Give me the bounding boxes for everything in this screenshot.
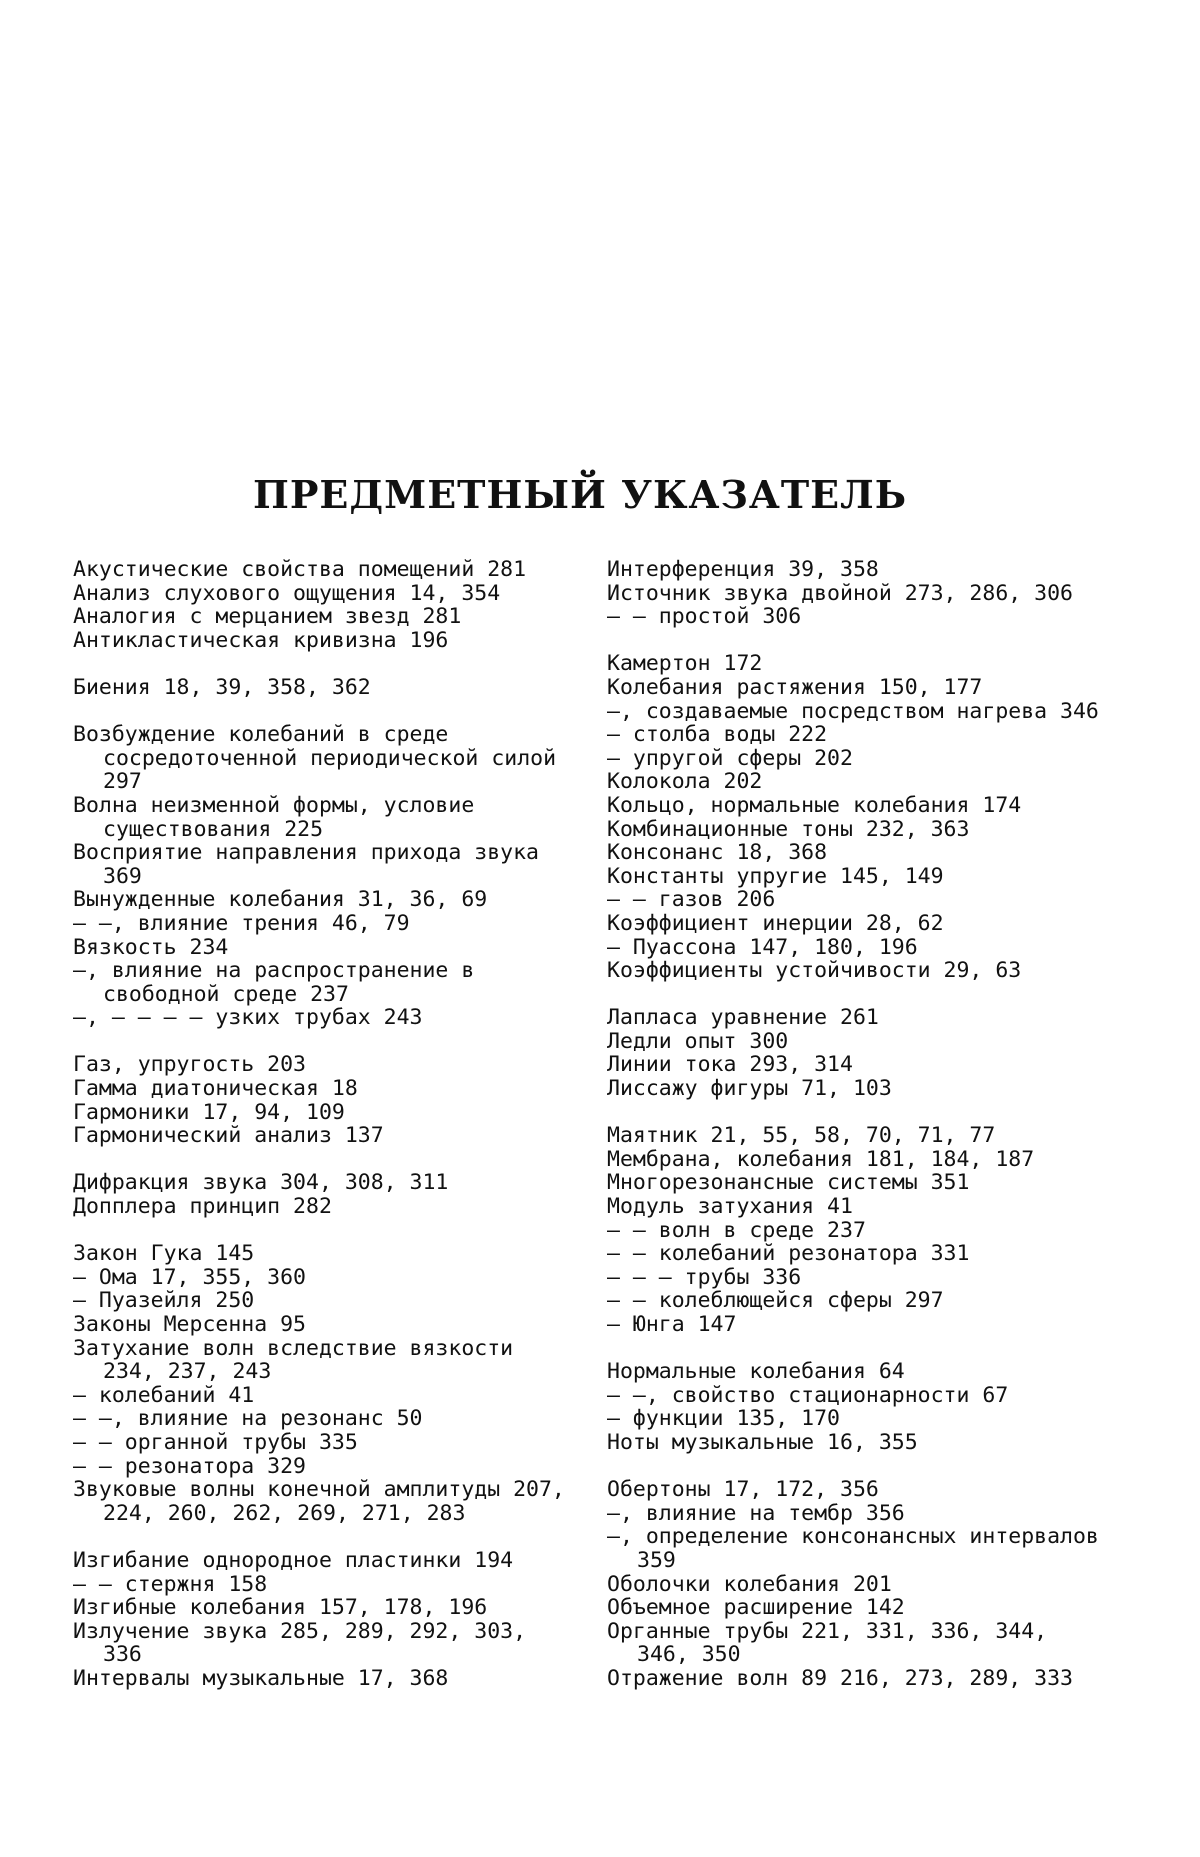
index-entry: Мембрана, колебания 181, 184, 187 — [607, 1146, 1035, 1172]
index-entry: Анализ слухового ощущения 14, 354 — [73, 580, 501, 606]
index-entry: — — простой 306 — [607, 604, 802, 630]
index-entry: Изгибные колебания 157, 178, 196 — [73, 1595, 488, 1621]
index-entry: — Юнга 147 — [607, 1312, 737, 1337]
group-separator — [73, 1148, 573, 1172]
index-entry: Звуковые волны конечной амплитуды 207, 224, 260, 262, 269, 271, 283 — [73, 1477, 578, 1526]
index-entry: Излучение звука 285, 289, 292, 303, 336 — [73, 1618, 539, 1668]
index-entry: Маятник 21, 55, 58, 70, 71, 77 — [607, 1123, 996, 1149]
index-entry: Кольцо, нормальные колебания 174 — [607, 792, 1022, 818]
index-entry: Вязкость 234 — [73, 934, 229, 960]
index-entry: — —, свойство стационарности 67 — [607, 1382, 1009, 1408]
index-entry: —, определение консонансных интервалов 359 — [607, 1524, 1112, 1573]
group-separator — [607, 983, 1107, 1007]
index-entry: Затухание волн вследствие вязкости 234, 237, 243 — [73, 1335, 527, 1385]
index-entry: Гармонический анализ 137 — [73, 1123, 384, 1149]
index-entry: Вынужденные колебания 31, 36, 69 — [73, 887, 488, 913]
index-entry: Лапласа уравнение 261 — [607, 1005, 879, 1031]
index-entry: Консонанс 18, 368 — [607, 840, 828, 866]
index-entry: Интерференция 39, 358 — [607, 557, 879, 582]
index-entry: Дифракция звука 304, 308, 311 — [73, 1170, 449, 1196]
index-entry: Антикластическая кривизна 196 — [73, 627, 449, 653]
index-entry: — — колеблющейся сферы 297 — [607, 1288, 944, 1314]
index-entry: Допплера принцип 282 — [73, 1194, 332, 1220]
index-entry: — столба воды 222 — [607, 722, 828, 748]
index-column-right — [607, 557, 1112, 1691]
index-entry: Многорезонансные системы 351 — [607, 1170, 970, 1196]
index-entry: — — газов 206 — [607, 887, 776, 913]
index-entry: —, влияние на распространение в свободной среде 237 — [73, 958, 488, 1007]
index-entry: Оболочки колебания 201 — [607, 1571, 892, 1597]
index-entry: Восприятие направления прихода звука 369 — [73, 840, 552, 889]
index-entry: Закон Гука 145 — [73, 1241, 255, 1267]
index-entry: — —, влияние на резонанс 50 — [73, 1406, 423, 1432]
index-entry: — —, влияние трения 46, 79 — [73, 910, 410, 936]
index-entry: Объемное расширение 142 — [607, 1595, 905, 1621]
index-entry: — — — трубы 336 — [607, 1264, 802, 1290]
index-entry: Константы упругие 145, 149 — [607, 863, 944, 889]
index-entry: —, — — — — узких трубах 243 — [73, 1005, 423, 1031]
group-separator — [607, 1337, 1107, 1361]
group-separator — [73, 1219, 573, 1243]
index-entry: Нормальные колебания 64 — [607, 1359, 905, 1385]
index-entry: — колебаний 41 — [73, 1382, 255, 1408]
index-entry: Обертоны 17, 172, 356 — [607, 1477, 879, 1503]
index-entry: Аналогия с мерцанием звезд 281 — [73, 604, 462, 630]
index-entry: Комбинационные тоны 232, 363 — [607, 816, 970, 842]
index-entry: Отражение волн 89 216, 273, 289, 333 — [607, 1665, 1073, 1691]
index-entry: — — резонатора 329 — [73, 1453, 306, 1479]
index-entry: — Ома 17, 355, 360 — [73, 1264, 306, 1290]
index-entry: Изгибание однородное пластинки 194 — [73, 1547, 514, 1573]
index-entry: Газ, упругость 203 — [73, 1052, 306, 1078]
page-title: ПРЕДМЕТНЫЙ УКАЗАТЕЛЬ — [252, 472, 908, 517]
group-separator — [73, 652, 573, 676]
index-entry: Колебания растяжения 150, 177 — [607, 674, 983, 700]
index-entry: Ледли опыт 300 — [607, 1028, 789, 1054]
group-separator — [607, 1455, 1107, 1479]
index-column-left — [73, 557, 578, 1691]
group-separator — [607, 1101, 1107, 1125]
index-entry: Коэффициент инерции 28, 62 — [607, 910, 944, 936]
group-separator — [607, 629, 1107, 653]
index-entry: Органные трубы 221, 331, 336, 344, 346, 350 — [607, 1618, 1061, 1668]
index-entry: Законы Мерсенна 95 — [73, 1312, 306, 1337]
index-entry: — — волн в среде 237 — [607, 1217, 866, 1243]
index-entry: Гамма диатоническая 18 — [73, 1076, 358, 1102]
index-entry: Источник звука двойной 273, 286, 306 — [607, 580, 1073, 606]
index-entry: — — органной трубы 335 — [73, 1429, 358, 1455]
index-entry: — функции 135, 170 — [607, 1406, 840, 1432]
index-entry: — — стержня 158 — [73, 1571, 268, 1597]
index-entry: Коэффициенты устойчивости 29, 63 — [607, 958, 1022, 984]
index-entry: Возбуждение колебаний в среде сосредоточенной периодической силой 297 — [73, 722, 569, 795]
index-entry: —, влияние на тембр 356 — [607, 1500, 905, 1526]
group-separator — [73, 1030, 573, 1054]
index-entry: Модуль затухания 41 — [607, 1194, 853, 1220]
index-entry: — — колебаний резонатора 331 — [607, 1241, 970, 1267]
index-entry: — Пуазейля 250 — [73, 1288, 255, 1314]
group-separator — [73, 1525, 573, 1549]
index-entry: Камертон 172 — [607, 651, 763, 677]
index-entry: Лиссажу фигуры 71, 103 — [607, 1076, 892, 1102]
index-entry: Интервалы музыкальные 17, 368 — [73, 1665, 449, 1691]
index-entry: Биения 18, 39, 358, 362 — [73, 674, 371, 700]
index-entry: Ноты музыкальные 16, 355 — [607, 1429, 918, 1455]
index-entry: Линии тока 293, 314 — [607, 1052, 853, 1078]
index-entry: — упругой сферы 202 — [607, 745, 853, 771]
index-entry: — Пуассона 147, 180, 196 — [607, 934, 918, 960]
index-entry: Акустические свойства помещений 281 — [73, 557, 527, 582]
index-entry: —, создаваемые посредством нагрева 346 — [607, 698, 1099, 724]
index-entry: Колокола 202 — [607, 769, 763, 795]
group-separator — [73, 700, 573, 724]
index-entry: Гармоники 17, 94, 109 — [73, 1099, 345, 1125]
index-entry: Волна неизменной формы, условие существования 225 — [73, 792, 488, 842]
